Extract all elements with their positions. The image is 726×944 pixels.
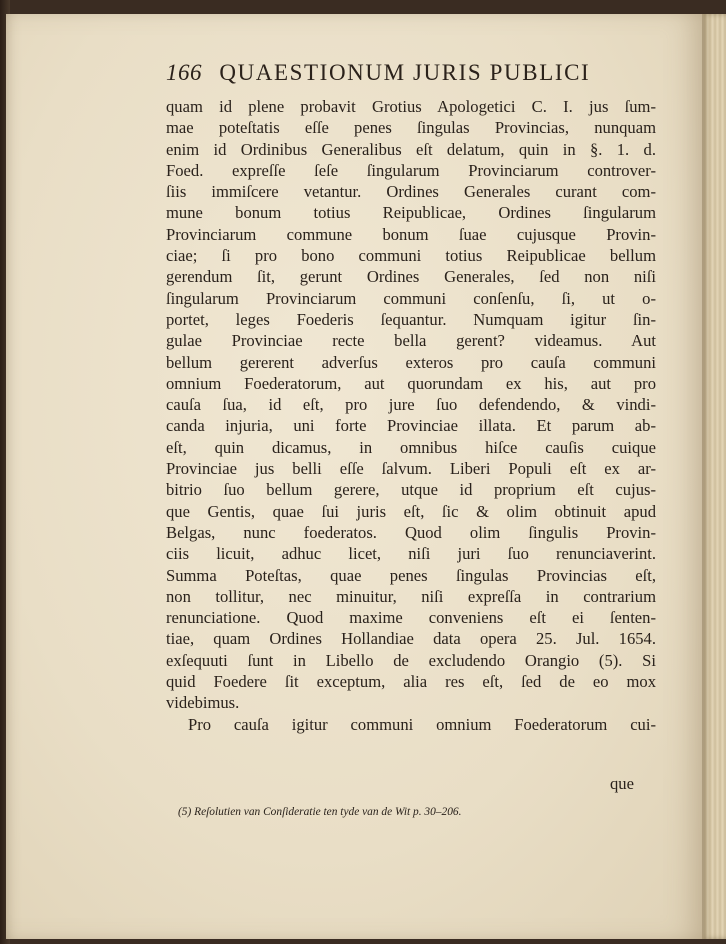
text-line: bellum gererent adverſus exteros pro cauſa communi [166,352,656,372]
text-line: renunciatione. Quod maxime conveniens eſt ei ſenten- [166,608,656,628]
running-title: QUAESTIONUM JURIS PUBLICI [219,60,591,85]
text-line: non tollitur, nec minuitur, niſi expreſſa in contrarium [166,586,656,606]
text-line: mae poteſtatis eſſe penes ſingulas Provincias, nunquam [166,118,656,138]
text-line: mune bonum totius Reipublicae, Ordines ſingularum [166,203,656,223]
catchword: que [610,774,634,793]
text-line: videbimus. [166,693,240,713]
page-number: 166 [166,60,202,85]
text-line: Foed. expreſſe ſeſe ſingularum Provinciarum controver- [166,160,656,180]
footnote: (5) Reſolutien van Conſideratie ten tyde van de Wit p. 30–206. [178,806,462,818]
text-line: Pro cauſa igitur communi omnium Foederatorum cui- [188,714,656,734]
text-line: quid Foedere ſit exceptum, alia res eſt, ſed de eo mox [166,672,656,692]
text-line: gulae Provinciae recte bella gerent? videamus. Aut [166,331,656,351]
text-line: cauſa ſua, id eſt, pro jure ſuo defendendo, & vindi- [166,395,656,415]
text-line: Summa Poteſtas, quae penes ſingulas Provincias eſt, [166,565,656,585]
text-line: canda injuria, uni forte Provinciae illata. Et parum ab- [166,416,656,436]
text-line: tiae, quam Ordines Hollandiae data opera 25. Jul. 1654. [166,629,656,649]
text-line: ciae; ſi pro bono communi totius Reipublicae bellum [166,246,656,266]
text-line: eſt, quin dicamus, in omnibus hiſce cauſis cuique [166,437,656,457]
text-line: ſingularum Provinciarum communi conſenſu, ſi, ut o- [166,288,656,308]
text-line: portet, leges Foederis ſequantur. Numquam igitur ſin- [166,309,656,329]
text-line: Provinciarum commune bonum ſuae cujusque Provin- [166,224,656,244]
page-header [166,60,642,94]
text-line: Belgas, nunc foederatos. Quod olim ſingulis Provin- [166,522,656,542]
text-line: gerendum ſit, gerunt Ordines Generales, ſed non niſi [166,267,656,287]
text-line: enim id Ordinibus Generalibus eſt delatum, quin in §. 1. d. [166,139,656,159]
text-line: omnium Foederatorum, aut quorundam ex his, aut pro [166,373,656,393]
text-line: Provinciae jus belli eſſe ſalvum. Liberi Populi eſt ex ar- [166,459,656,479]
body-text [166,96,656,735]
text-line: ſiis immiſcere vetantur. Ordines Generales curant com- [166,182,656,202]
text-line: ciis licuit, adhuc licet, niſi juri ſuo renunciaverint. [166,544,656,564]
text-line: quam id plene probavit Grotius Apologetici C. I. jus ſum- [166,97,656,116]
text-line: que Gentis, quae ſui juris eſt, ſic & olim obtinuit apud [166,501,656,521]
page-stack-edge [702,14,726,939]
text-line: exſequuti ſunt in Libello de excludendo Orangio (5). Si [166,650,656,670]
text-line: bitrio ſuo bellum gerere, utque id proprium eſt cujus- [166,480,656,500]
